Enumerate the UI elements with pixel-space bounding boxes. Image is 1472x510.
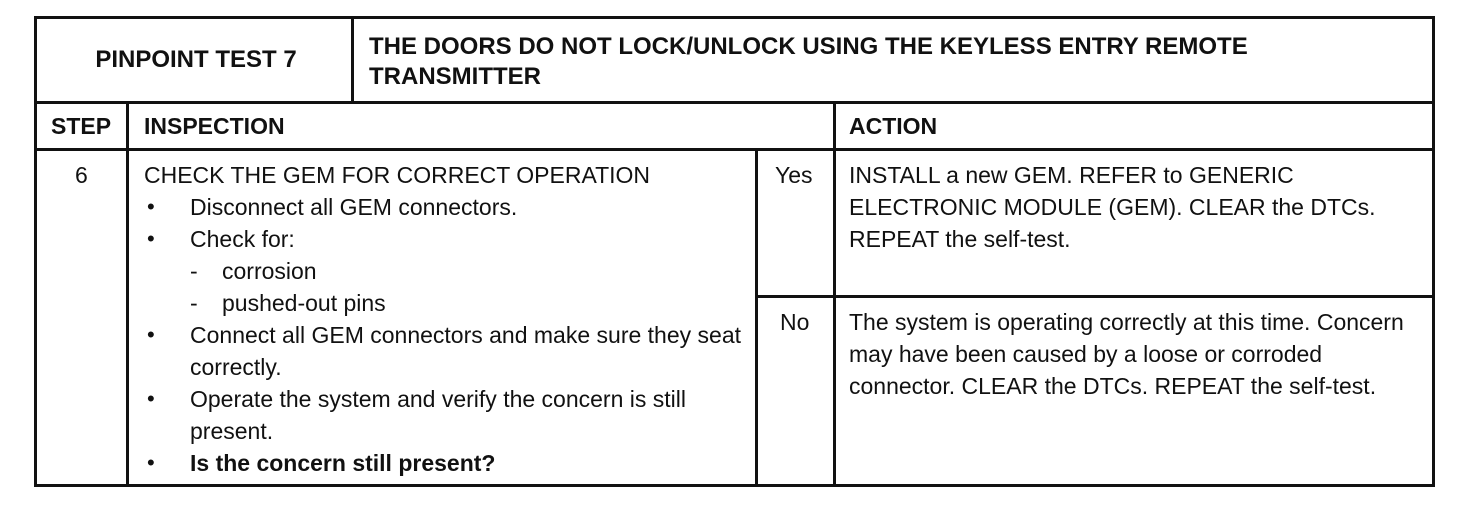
bullet-icon: • [147,226,155,251]
divider [833,101,836,484]
pinpoint-test-table [34,16,1435,487]
bullet-icon: • [147,386,155,411]
dash-icon: - [190,290,198,316]
inspection-cell [144,159,749,479]
inspection-bullet-text: Check for: [190,226,295,252]
step-number: 6 [75,162,88,188]
bullet-icon: • [147,322,155,347]
sub-list-text: corrosion [222,258,317,284]
inspection-bullet-text: Disconnect all GEM connectors. [190,194,518,220]
no-label: No [780,309,810,335]
inspection-bullet [144,191,749,223]
test-id: PINPOINT TEST 7 [95,46,297,73]
sub-list-item [190,255,749,287]
column-header-step: STEP [51,113,112,139]
sub-list-text: pushed-out pins [222,290,386,316]
inspection-bullet [144,319,749,383]
bullet-icon: • [147,194,155,219]
divider [126,101,129,484]
inspection-bullet-text: Operate the system and verify the concern is still present. [190,386,686,444]
divider [37,148,1432,151]
inspection-bullet-text: Connect all GEM connectors and make sure they seat correctly. [190,322,742,380]
inspection-steps [144,191,749,479]
divider [755,148,758,484]
divider [755,295,1432,298]
bullet-icon: • [147,450,155,475]
sub-list [190,255,749,319]
no-action: The system is operating correctly at this time. Concern may have been caused by a loose or corroded connector. CLEAR the DTCs. REPEAT the self-test. [849,309,1404,399]
sub-list-item [190,287,749,319]
column-header-action: ACTION [849,113,938,139]
inspection-bullet-text: Is the concern still present? [190,450,496,476]
column-header-inspection: INSPECTION [144,113,285,139]
inspection-heading: CHECK THE GEM FOR CORRECT OPERATION [144,162,651,188]
yes-label: Yes [775,162,813,188]
test-title: THE DOORS DO NOT LOCK/UNLOCK USING THE KEYLESS ENTRY REMOTE TRANSMITTER [369,33,1248,90]
dash-icon: - [190,258,198,284]
inspection-bullet [144,383,749,447]
yes-action: INSTALL a new GEM. REFER to GENERIC ELECTRONIC MODULE (GEM). CLEAR the DTCs. REPEAT the self-test. [849,162,1376,252]
inspection-bullet [144,223,749,319]
inspection-bullet [144,447,749,479]
